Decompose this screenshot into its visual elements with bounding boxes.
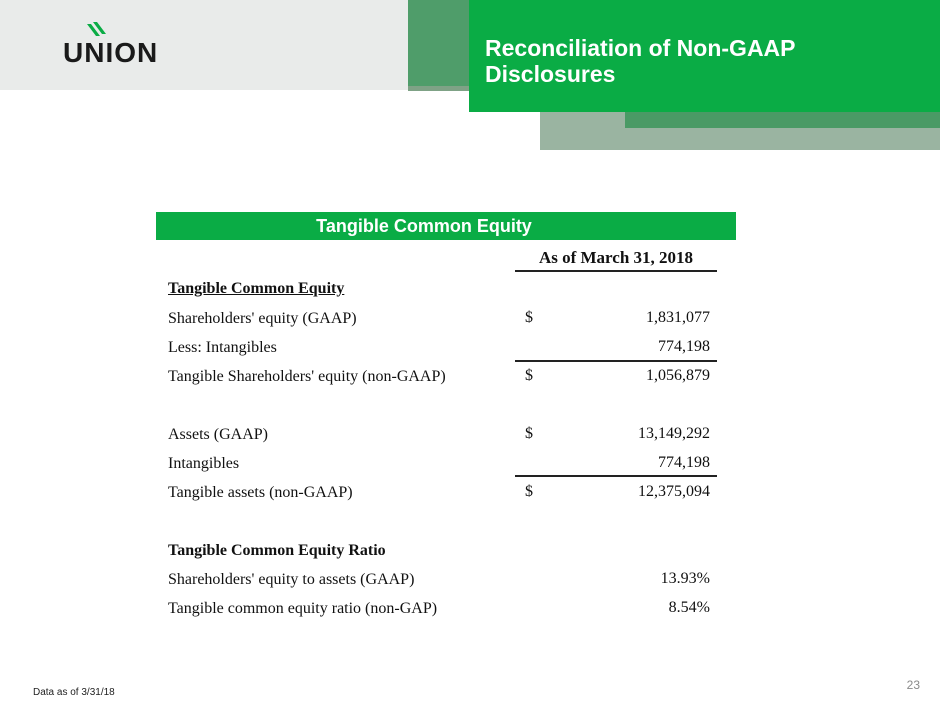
subtotal-underline	[515, 360, 717, 362]
table-header-label: Tangible Common Equity	[316, 215, 532, 236]
row-label: Shareholders' equity (GAAP)	[168, 310, 357, 327]
footnote: Data as of 3/31/18	[33, 687, 115, 698]
row-currency: $	[525, 367, 533, 384]
row-currency: $	[525, 483, 533, 500]
union-logo	[63, 22, 173, 67]
row-label: Less: Intangibles	[168, 339, 277, 356]
ratio-value: 8.54%	[668, 599, 710, 616]
row-currency: $	[525, 309, 533, 326]
row-label: Tangible assets (non-GAAP)	[168, 484, 353, 501]
decor-block-dark-green	[408, 0, 470, 90]
section-title-tce-ratio: Tangible Common Equity Ratio	[168, 542, 386, 559]
row-value: 1,056,879	[646, 367, 710, 384]
table-header	[156, 212, 736, 240]
decor-block-green	[625, 112, 940, 128]
title-box	[469, 0, 940, 112]
row-value: 1,831,077	[646, 309, 710, 326]
row-label: Assets (GAAP)	[168, 426, 268, 443]
row-label: Intangibles	[168, 455, 240, 472]
ratio-label: Shareholders' equity to assets (GAAP)	[168, 571, 415, 588]
row-label: Tangible Shareholders' equity (non-GAAP)	[168, 368, 446, 385]
slide-title: Reconciliation of Non-GAAP Disclosures	[485, 35, 796, 87]
row-value: 774,198	[658, 338, 710, 355]
row-value: 774,198	[658, 454, 710, 471]
page-number: 23	[906, 678, 920, 692]
column-header-underline	[515, 270, 717, 272]
ratio-label: Tangible common equity ratio (non-GAP)	[168, 600, 438, 617]
decor-shadow-bar	[408, 86, 470, 91]
row-value: 12,375,094	[638, 483, 710, 500]
column-header: As of March 31, 2018	[538, 248, 694, 267]
row-currency: $	[525, 425, 533, 442]
ratio-value: 13.93%	[660, 570, 710, 587]
row-value: 13,149,292	[638, 425, 710, 442]
section-title-tce: Tangible Common Equity	[168, 280, 345, 297]
header-band	[0, 0, 408, 90]
subtotal-underline	[515, 475, 717, 477]
union-logo-text: UNION	[63, 37, 159, 68]
